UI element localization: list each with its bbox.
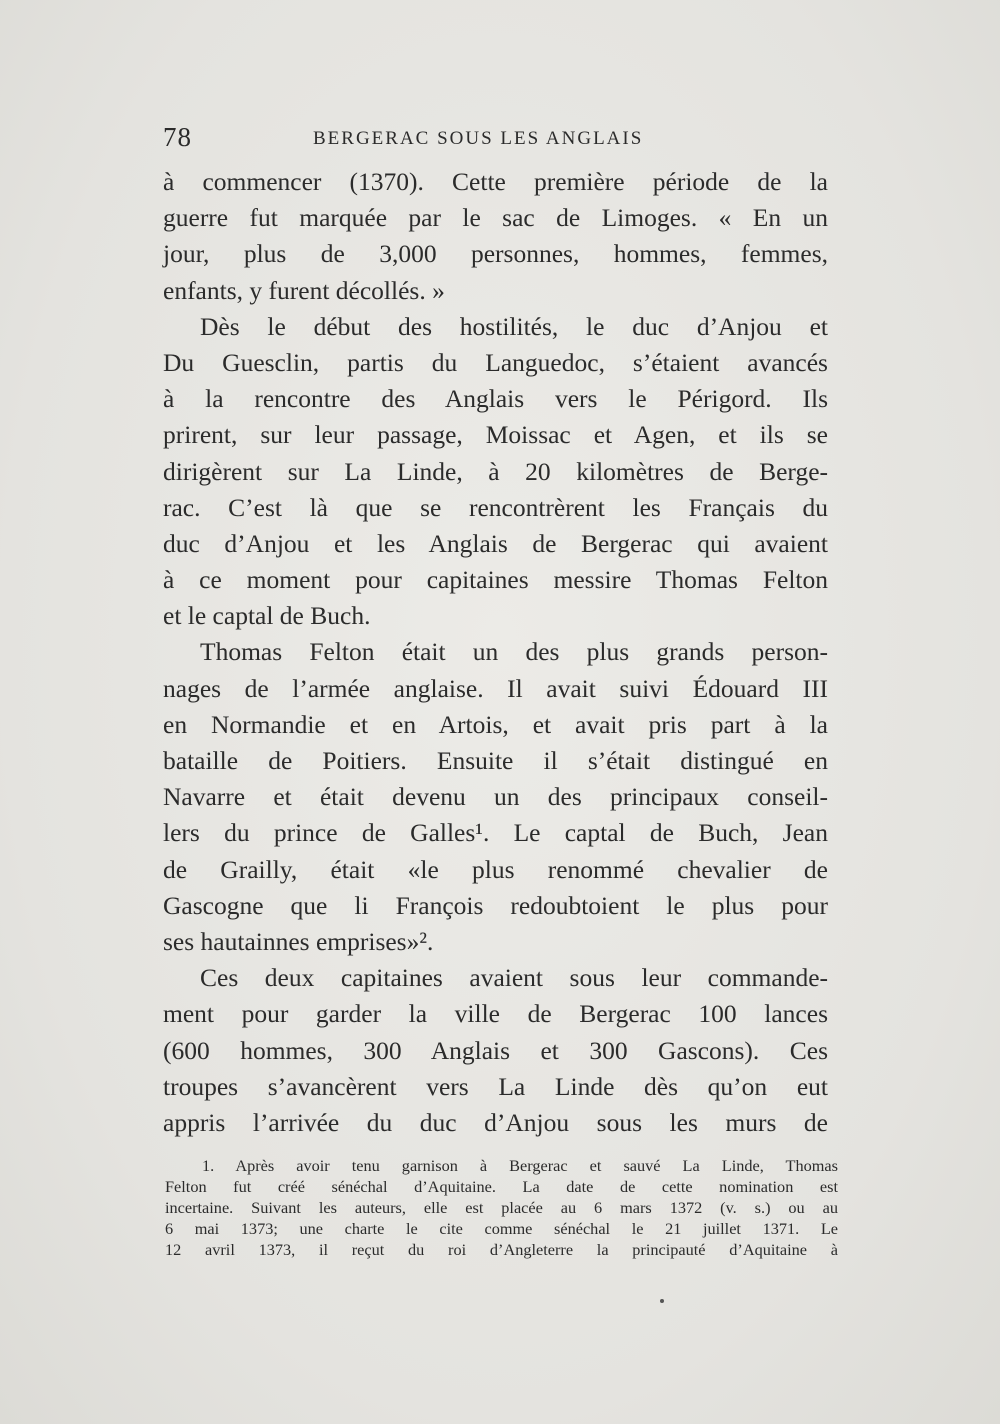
text-line: appris l’arrivée du duc d’Anjou sous les murs de [163,1107,828,1137]
footnote-line: 1. Après avoir tenu garnison à Bergerac et sauvé La Linde, Thomas [202,1156,838,1175]
text-line: à ce moment pour capitaines messire Thomas Felton [163,565,828,595]
running-title: BERGERAC SOUS LES ANGLAIS [313,128,644,149]
text-line: dirigèrent sur La Linde, à 20 kilomètres de Berge- [163,456,828,486]
text-line: Gascogne que li François redoubtoient le plus pour [163,890,828,920]
text-line: rac. C’est là que se rencontrèrent les Français du [163,492,828,522]
text-line: enfants, y furent décollés. » [163,275,445,305]
ink-speck [660,1299,664,1303]
footnote-line: 6 mai 1373; une charte le cite comme sénéchal le 21 juillet 1371. Le [165,1219,838,1238]
main-text [163,164,828,1141]
text-line: nages de l’armée anglaise. Il avait suivi Édouard III [163,673,828,703]
footnote-line: 12 avril 1373, il reçut du roi d’Angleterre la principauté d’Aquitaine à [165,1240,838,1259]
text-line: à commencer (1370). Cette première période de la [163,167,828,196]
text-line: bataille de Poitiers. Ensuite il s’était distingué en [163,746,828,775]
text-line: à la rencontre des Anglais vers le Périgord. Ils [163,384,828,414]
text-line: Ces deux capitaines avaient sous leur commande- [200,963,828,993]
footnote-line: incertaine. Suivant les auteurs, elle est placée au 6 mars 1372 (v. s.) ou au [165,1198,838,1217]
text-line: jour, plus de 3,000 personnes, hommes, femmes, [163,239,828,269]
text-line: et le captal de Buch. [163,601,371,631]
footnotes [165,1155,838,1260]
text-line: Thomas Felton était un des plus grands person- [200,637,828,667]
text-line: de Grailly, était «le plus renommé chevalier de [163,854,828,884]
text-line: lers du prince de Galles¹. Le captal de Buch, Jean [163,818,828,848]
text-line: guerre fut marquée par le sac de Limoges. « En un [163,203,828,233]
text-line: ses hautainnes emprises»². [163,926,434,956]
text-line: (600 hommes, 300 Anglais et 300 Gascons). Ces [163,1035,828,1065]
page-header [163,122,803,162]
page-number: 78 [163,122,192,152]
text-line: duc d’Anjou et les Anglais de Bergerac qui avaient [163,528,828,558]
text-line: Du Guesclin, partis du Languedoc, s’étaient avancés [163,347,828,377]
text-line: Dès le début des hostilités, le duc d’Anjou et [200,311,828,341]
text-line: troupes s’avancèrent vers La Linde dès qu’on eut [163,1071,828,1101]
text-line: en Normandie et en Artois, et avait pris part à la [163,709,828,739]
text-line: Navarre et était devenu un des principaux conseil- [163,782,828,812]
footnote-line: Felton fut créé sénéchal d’Aquitaine. La date de cette nomination est [165,1177,838,1196]
text-line: ment pour garder la ville de Bergerac 100 lances [163,999,828,1029]
text-line: prirent, sur leur passage, Moissac et Agen, et ils se [163,420,828,450]
